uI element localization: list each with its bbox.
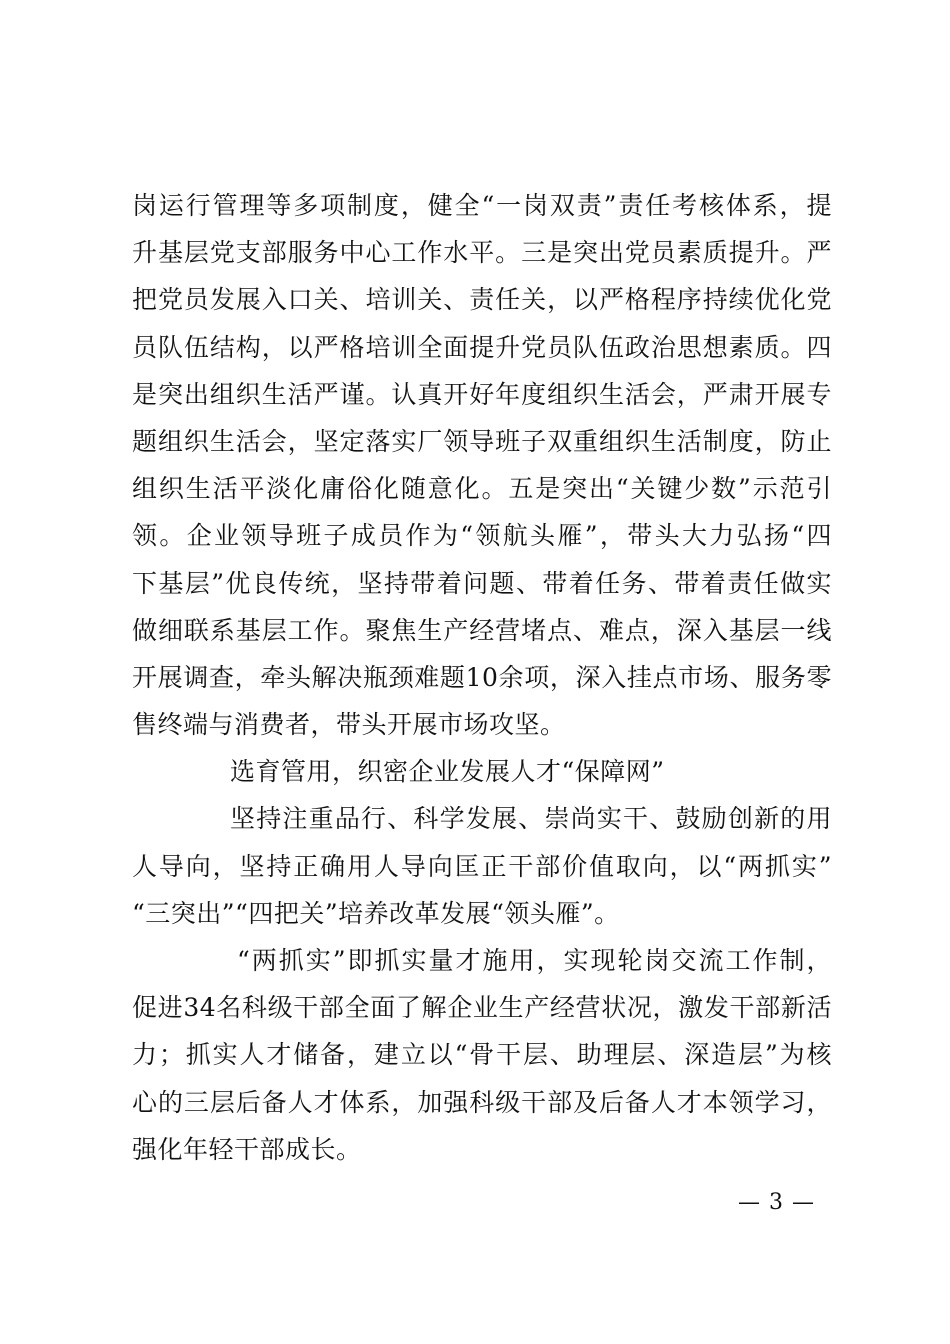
text-line: 售终端与消费者，带头开展市场攻坚。 bbox=[132, 710, 566, 740]
text-line: 把党员发展入口关、培训关、责任关，以严格程序持续优化党 bbox=[132, 285, 832, 315]
section-heading: 选育管用，织密企业发展人才“保障网” bbox=[230, 757, 665, 787]
text-line: 领。企业领导班子成员作为“领航头雁”，带头大力弘扬“四 bbox=[132, 521, 832, 551]
text-line: 开展调查，牵头解决瓶颈难题10余项，深入挂点市场、服务零 bbox=[132, 662, 832, 692]
text-line: 做细联系基层工作。聚焦生产经营堵点、难点，深入基层一线 bbox=[132, 615, 832, 645]
text-line: 是突出组织生活严谨。认真开好年度组织生活会，严肃开展专 bbox=[132, 379, 832, 409]
text-line: 员队伍结构，以严格培训全面提升党员队伍政治思想素质。四 bbox=[132, 332, 832, 362]
text-line: 促进34名科级干部全面了解企业生产经营状况，激发干部新活 bbox=[132, 993, 832, 1023]
text-line: 岗运行管理等多项制度，健全“一岗双责”责任考核体系，提 bbox=[132, 191, 832, 220]
text-line: 组织生活平淡化庸俗化随意化。五是突出“关键少数”示范引 bbox=[132, 474, 832, 504]
text-line: “三突出”“四把关”培养改革发展“领头雁”。 bbox=[132, 898, 620, 928]
text-line: 下基层”优良传统，坚持带着问题、带着任务、带着责任做实 bbox=[132, 568, 832, 598]
text-line: 力；抓实人才储备，建立以“骨干层、助理层、深造层”为核 bbox=[132, 1040, 832, 1070]
text-line: 题组织生活会，坚定落实厂领导班子双重组织生活制度，防止 bbox=[132, 426, 832, 456]
text-line: 人导向，坚持正确用人导向匡正干部价值取向，以“两抓实” bbox=[132, 851, 832, 881]
text-line: “两抓实”即抓实量才施用，实现轮岗交流工作制， bbox=[237, 946, 832, 975]
text-line: 强化年轻干部成长。 bbox=[132, 1134, 362, 1164]
text-line: 坚持注重品行、科学发展、崇尚实干、鼓励创新的用 bbox=[230, 804, 832, 834]
page-number: — 3 — bbox=[738, 1190, 815, 1215]
document-body bbox=[132, 182, 832, 1173]
text-line: 心的三层后备人才体系，加强科级干部及后备人才本领学习， bbox=[132, 1087, 832, 1117]
text-line: 升基层党支部服务中心工作水平。三是突出党员素质提升。严 bbox=[132, 238, 832, 268]
